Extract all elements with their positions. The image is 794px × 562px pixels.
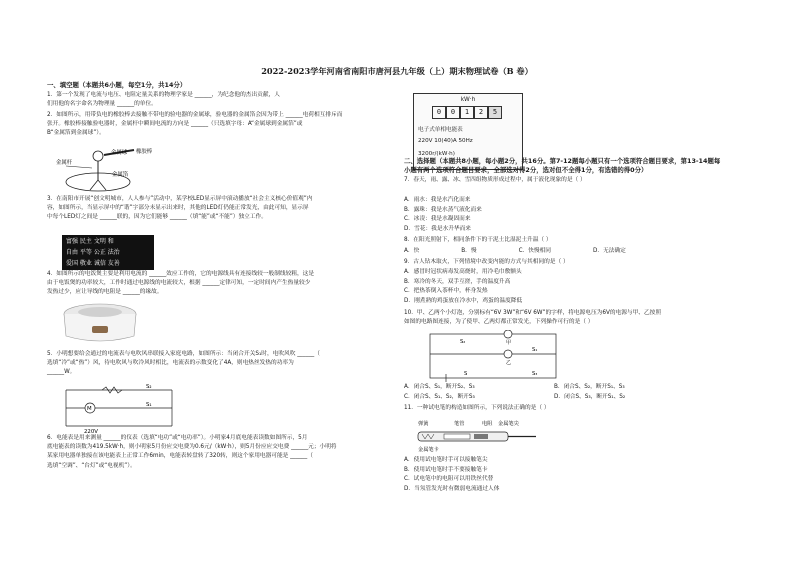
question-6: 6．电能表是用来测量 ______的仪表（选填“电功”或“电功率”）。小明家4月底电能表读数如图所示，5月 底电能表的读数为419.5kW·h，则小明家5月份应交电费为0.6元/（kW·h），则5月份应应交电费 ______元；小明将 某家用电器单独接在该电能表上正常工作6min，电能表转盘转了320转，则这个家用电器可能是 ______（ 选填“空调”、“台灯”或“电视机”）。 (47, 435, 337, 469)
meter-digit: 1 (460, 106, 474, 119)
label-resistor: 电阻 (482, 421, 493, 427)
option-b: B．寒冷的冬天，双手互搓，手的温度升高 (404, 278, 511, 285)
label-s2: S₂ (460, 339, 466, 345)
question-4: 4．如图所示的电饭煲主要是利用电流的 ______效应工作的，它的电源线具有连接线较一般制线较粗，这是 由于电饭煲的功率较大，工作时通过电源线的电流较大，根据 ______定律可知，一定时间内产生热量较少 发热过少，应让导线的电阻是 ______的缘故。 (47, 271, 315, 296)
label-voltage: 220V (84, 429, 98, 434)
question-9: 9．古人钻木取火，下列情境中改变内能的方式与其相同的是（ ） (404, 259, 569, 265)
option-b: B．慢 (461, 248, 477, 254)
label-metal-rod: 金属杆 (56, 160, 73, 166)
rice-cooker-image (60, 298, 145, 346)
test-pen-figure (414, 418, 564, 456)
question-3: 3．在南阳市开展“创文明城市，人人参与”活动中，某学校LED显示屏中滚动播放“社会主义核心价值观”内 容，如图所示，当显示屏中的“谐”字部分未显示出来时，其他的LED灯仍能正常发光，由此可知，显示屏 中每个LED灯之间是 ______联的，因为它们能够 ______（填“能”或“不能”）独立工作。 (47, 196, 313, 221)
option-a: A．雨水：我是水汽化而来 (404, 197, 471, 203)
label-s1: S₁ (146, 402, 152, 408)
option-b: B．露珠：我是水蒸气液化而来 (404, 206, 482, 213)
label-lamp-b: 乙 (506, 360, 512, 366)
label-spring: 弹簧 (418, 421, 429, 427)
question-10: 10．甲、乙两个小灯泡，分别标有“6V 3W”和“6V 6W”的字样，将电源电压为6V的电源与甲、乙按照 如图的电路图连接，为了使甲、乙两灯都正常发光，下列操作可行的是（ ） (404, 310, 662, 326)
question-5: 5．小明想要给会通过的电流表与电吹风串联接入家庭电路，如图所示：当闭合开关S₁时，电吹风吹 ______（ 选填“冷”或“热”）风，待电吹风与吹冷风时相比，电流表的示数变化了4A，则电热丝发热的功率为 ______W。 (47, 351, 320, 376)
meter-type: 电子式单相电能表 (418, 127, 463, 133)
option-b: B．闭合S、S₂，断开S₁、S₃ (554, 384, 625, 390)
section-1-heading: 一、填空题（本题共6小题，每空1分，共14分） (47, 81, 187, 89)
meter-constant: 3200r/(kW·h) (418, 151, 455, 157)
option-d: D．当氖管发光时有微弱电流通过人体 (404, 485, 500, 492)
label-tube: 笔管 (454, 421, 465, 427)
option-a: A．闭合S、S₁，断开S₂、S₃ (404, 384, 475, 390)
question-10-options (404, 383, 704, 402)
label-s: S (464, 371, 468, 377)
option-a: A．快 (404, 248, 420, 254)
option-d: D．雪花：我是水升华而来 (404, 225, 471, 232)
question-11: 11．一种试电笔的构造如图所示，下列说法正确的是（ ） (404, 405, 550, 411)
label-s1: S₁ (532, 347, 538, 353)
option-d: D．刚煮熟的鸡蛋放在冷水中，鸡蛋的温度降低 (404, 297, 523, 304)
option-a: A．使用试电笔时手可以接触笔尖 (404, 457, 488, 463)
option-c: C．闭合S、S₁、S₂，断开S₃ (404, 393, 475, 400)
label-s3: S₃ (532, 371, 538, 377)
label-metal-foil: 金属箔 (112, 172, 129, 178)
board-line-2: 自由 平等 公正 法治 (66, 249, 120, 256)
meter-digit: 2 (474, 106, 488, 119)
question-7: 7．春天，雨、露、冰、雪四组物质形成过程中，属于液化现象的是（ ） (404, 177, 586, 183)
option-c: C．试电笔中的电阻可以用铁丝代替 (404, 476, 494, 483)
paper-title: 2022-2023学年河南省南阳市唐河县九年级（上）期末物理试卷（B 卷） (261, 66, 533, 76)
label-rubber-rod: 橡胶棒 (136, 149, 153, 155)
option-d: D．闭合S、S₃，断开S₁、S₂ (554, 393, 626, 400)
option-a: A．感冒时冠状病毒发高烧时，用冷毛巾敷额头 (404, 269, 522, 275)
question-11-options (404, 456, 762, 494)
led-display-board (62, 235, 154, 270)
board-line-3: 爱国 敬业 诚信 友善 (66, 260, 120, 267)
question-7-options (404, 196, 762, 234)
label-clip: 金属笔卡 (418, 447, 439, 453)
question-2: 2．如图所示，用带负电的橡胶棒去接触不带电的验电器的金属球，验电器的金属箔会因为带上 ______电荷相互排斥而 张开。橡胶棒接触验电器时，金属杆中瞬间电流的方向是 ______（只选填字母：A“金属球到金属箔”或 B“金属箔到金属球”）。 (47, 112, 343, 137)
electroscope-figure (56, 146, 181, 194)
option-b: B．使用试电笔时手不要接触笔卡 (404, 466, 488, 473)
question-9-options (404, 268, 762, 306)
label-lamp-a: 甲 (506, 340, 512, 346)
option-d: D．无法确定 (592, 248, 626, 254)
label-metal-ball: 金属球 (111, 150, 128, 156)
question-8: 8．在阳光照射下，相同条件下的干泥土比湿泥土升温（ ） (404, 237, 552, 243)
option-c: C．冰凌：我是水凝固而来 (404, 216, 471, 223)
meter-rating: 220V 10(40)A 50Hz (418, 138, 473, 144)
option-c: C．把热茶倒入茶杯中，杯身发热 (404, 288, 488, 295)
meter-unit: kW·h (460, 97, 476, 103)
meter-digit: 5 (488, 106, 502, 119)
meter-digit: 0 (432, 106, 446, 119)
question-8-options (404, 247, 762, 257)
hair-dryer-circuit (62, 382, 182, 434)
label-motor: M (87, 406, 92, 412)
label-s2: S₂ (146, 384, 152, 390)
lamp-circuit (424, 330, 564, 382)
meter-digits (432, 106, 502, 119)
meter-digit: 0 (446, 106, 460, 119)
question-1: 1．第一个发现了电流与电压、电阻定量关系的物理学家是 ______，为纪念他的杰出贡献，人 们用他的名字命名为物理量 ______的单位。 (47, 92, 280, 108)
option-c: C．快慢相同 (518, 248, 551, 254)
label-tip: 金属笔尖 (498, 421, 519, 427)
board-line-1: 富强 民主 文明 和 (66, 238, 114, 245)
section-2-heading: 二、选择题（本题共8小题，每小题2分，共16分。第7-12题每小题只有一个选项符合题目要求，第13-14题每 小题有两个选项符合题目要求，全部选对得2分，选对但不全得1分，有选错的得0分） (404, 157, 721, 174)
